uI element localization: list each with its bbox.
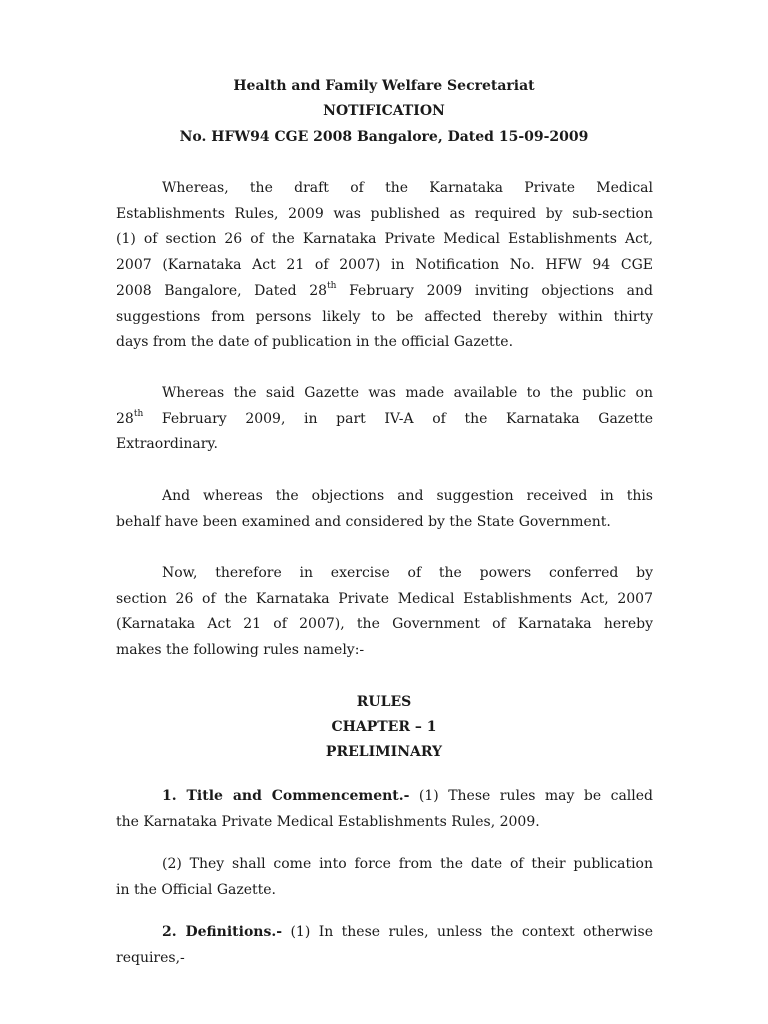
notification-heading: NOTIFICATION (323, 103, 445, 119)
para1-line1: Whereas, the draft of the Karnataka Private Medical (162, 180, 653, 196)
para4-line2: section 26 of the Karnataka Private Medical Establishments Act, 2007 (116, 590, 653, 607)
para4-line3: (Karnataka Act 21 of 2007), the Government of Karnataka hereby (116, 616, 653, 633)
paragraph-objections (116, 484, 653, 535)
notification-number: No. HFW94 CGE 2008 Bangalore, Dated 15-09-2009 (179, 129, 589, 145)
para1-line7: days from the date of publication in the official Gazette. (116, 334, 514, 351)
ordinal-suffix: th (327, 281, 337, 292)
para2-line2-b: February 2009, in part IV-A of the Karnataka Gazette (143, 410, 653, 427)
para1-line4: 2007 (Karnataka Act 21 of 2007) in Notification No. HFW 94 CGE (116, 257, 653, 274)
para1-line3: (1) of section 26 of the Karnataka Private Medical Establishments Act, (116, 231, 653, 248)
para3-line2: behalf have been examined and considered by the State Government. (116, 513, 611, 530)
ordinal-suffix: th (133, 409, 144, 420)
rule1-subrule2 (116, 852, 653, 903)
para1-line6: suggestions from persons likely to be affected thereby within thirty (116, 308, 653, 325)
para1-line5-a: 2008 Bangalore, Dated 28 (116, 282, 328, 299)
rule1-2-line1: (2) They shall come into force from the date of their publication (162, 856, 653, 872)
rules-heading: RULES (356, 694, 412, 710)
paragraph-whereas-gazette (116, 381, 653, 458)
secretariat-heading: Health and Family Welfare Secretariat (233, 78, 535, 94)
rule1-title: 1. Title and Commencement.- (162, 788, 410, 804)
chapter-heading: CHAPTER – 1 (331, 719, 437, 735)
para4-line4: makes the following rules namely:- (116, 642, 365, 659)
rule1-line1: (1) These rules may be called (409, 788, 653, 804)
para2-line1: Whereas the said Gazette was made available to the public on (162, 385, 653, 401)
rule1-line2: the Karnataka Private Medical Establishments Rules, 2009. (116, 813, 540, 830)
rule2-line2: requires,- (116, 949, 185, 966)
para2-line2-a: 28 (116, 410, 134, 427)
rule1-title-commencement (116, 784, 653, 835)
para3-line1: And whereas the objections and suggestion received in this (162, 488, 653, 504)
rule2-definitions (116, 920, 653, 971)
paragraph-now-therefore (116, 561, 653, 664)
preliminary-heading: PRELIMINARY (325, 744, 443, 760)
rule2-line1: (1) In these rules, unless the context otherwise (282, 924, 653, 940)
para2-line3: Extraordinary. (116, 436, 218, 453)
rule1-2-line2: in the Official Gazette. (116, 881, 276, 898)
paragraph-whereas-draft (116, 176, 653, 356)
para4-line1: Now, therefore in exercise of the powers conferred by (162, 565, 653, 581)
para1-line2: Establishments Rules, 2009 was published as required by sub-section (116, 205, 653, 222)
rule2-title: 2. Definitions.- (162, 924, 283, 940)
para1-line5-b: February 2009 inviting objections and (336, 282, 653, 299)
